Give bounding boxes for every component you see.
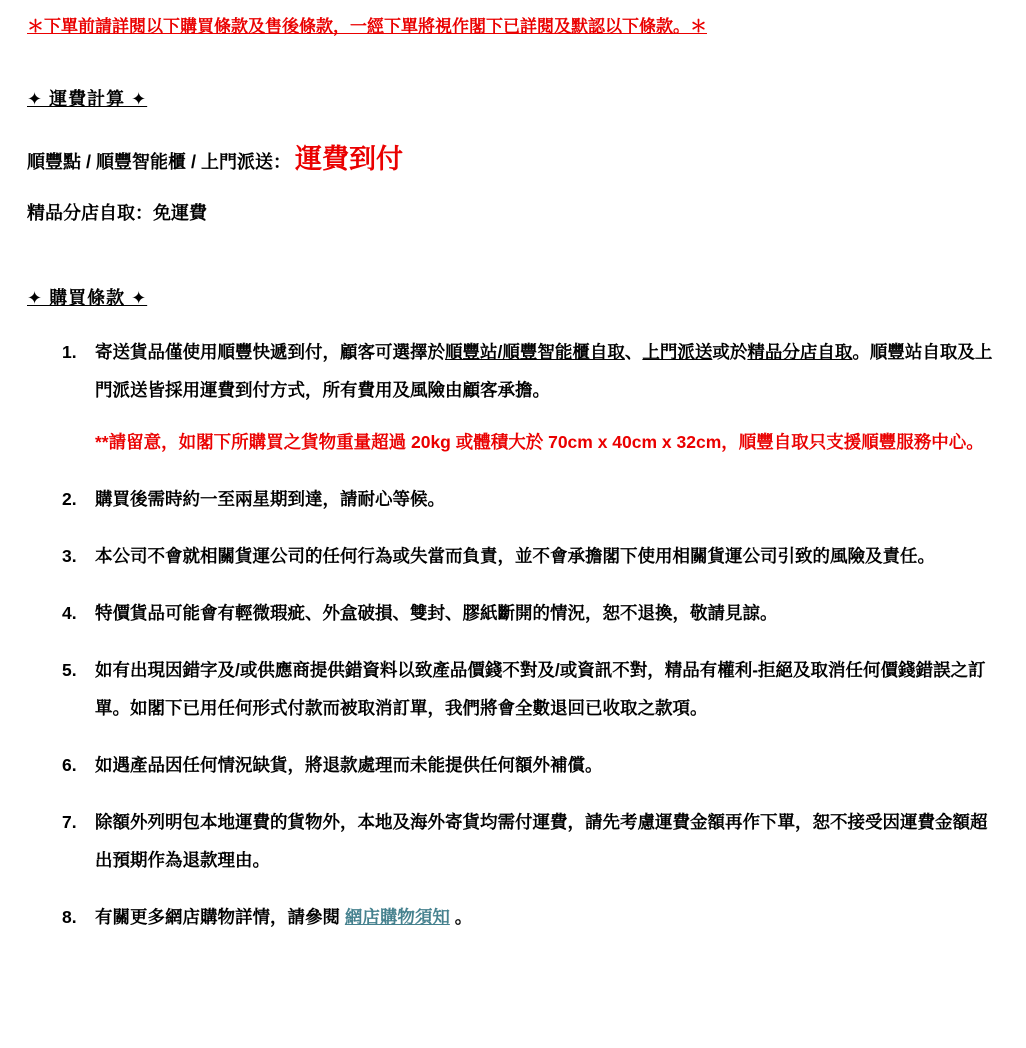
term-text bbox=[95, 594, 999, 632]
term-number: 4. bbox=[62, 603, 77, 623]
term-paragraph: 如遇產品因任何情況缺貨，將退款處理而未能提供任何額外補償。 bbox=[95, 755, 603, 775]
text-segment: 、 bbox=[624, 342, 643, 362]
term-text bbox=[95, 333, 999, 461]
terms-list bbox=[27, 333, 999, 936]
term-item-7 bbox=[62, 803, 999, 879]
term-paragraph: 除額外列明包本地運費的貨物外，本地及海外寄貨均需付運費，請先考慮運費金額再作下單，恕不接受因運費金額超出預期作為退款理由。 bbox=[95, 812, 988, 870]
term-item-8 bbox=[62, 898, 999, 936]
text-segment-underline: 上門派送 bbox=[642, 342, 713, 362]
purchase-terms-heading: ✦ 購買條款 ✦ bbox=[27, 288, 148, 308]
shipping-options-label: 順豐點 / 順豐智能櫃 / 上門派送： bbox=[27, 152, 292, 172]
term-text bbox=[95, 803, 999, 879]
term-text bbox=[95, 651, 999, 727]
term-text bbox=[95, 898, 999, 936]
term-number: 7. bbox=[62, 812, 77, 832]
text-segment: 有關更多網店購物詳情，請參閱 bbox=[95, 907, 345, 927]
term-text bbox=[95, 537, 999, 575]
text-segment-underline: 精品分店自取 bbox=[747, 342, 853, 362]
term-paragraph: 本公司不會就相關貨運公司的任何行為或失當而負責，並不會承擔閣下使用相關貨運公司引致的風險及責任。 bbox=[95, 546, 935, 566]
term-number: 5. bbox=[62, 660, 77, 680]
text-segment: 。順豐站自取及上門派送皆採用運費到付方式，所有費用及風險由顧客承擔。 bbox=[95, 342, 993, 400]
term-number: 1. bbox=[62, 342, 77, 362]
term-paragraph: 購買後需時約一至兩星期到達，請耐心等候。 bbox=[95, 489, 445, 509]
weight-size-warning: **請留意，如閣下所購買之貨物重量超過 20kg 或體積大於 70cm x 40cm x 32cm，順豐自取只支援順豐服務中心。 bbox=[95, 432, 984, 452]
shop-guide-link[interactable]: 網店購物須知 bbox=[344, 907, 450, 927]
text-segment: 。 bbox=[449, 907, 473, 927]
term-paragraph: 如有出現因錯字及/或供應商提供錯資料以致產品價錢不對及/或資訊不對，精品有權利-拒絕及取消任何價錢錯誤之訂單。如閣下已用任何形式付款而被取消訂單，我們將會全數退回已收取之款項。 bbox=[95, 660, 986, 718]
shipping-fee-heading: ✦ 運費計算 ✦ bbox=[27, 89, 148, 109]
shipping-line-sf bbox=[27, 142, 999, 179]
term-item-3 bbox=[62, 537, 999, 575]
term-item-5 bbox=[62, 651, 999, 727]
term-item-2 bbox=[62, 480, 999, 518]
term-item-4 bbox=[62, 594, 999, 632]
term-number: 8. bbox=[62, 907, 77, 927]
text-segment-underline: 順豐站/順豐智能櫃自取 bbox=[445, 342, 625, 362]
order-notice: ＊下單前請詳閱以下購買條款及售後條款，一經下單將視作閣下已詳閱及默認以下條款。＊ bbox=[27, 17, 707, 36]
term-paragraph bbox=[95, 898, 999, 936]
term-number: 2. bbox=[62, 489, 77, 509]
term-number: 6. bbox=[62, 755, 77, 775]
text-segment: 寄送貨品僅使用順豐快遞到付，顧客可選擇於 bbox=[95, 342, 445, 362]
term-text bbox=[95, 746, 999, 784]
term-number: 3. bbox=[62, 546, 77, 566]
freight-collect-value: 運費到付 bbox=[295, 144, 404, 174]
text-segment: 或於 bbox=[712, 342, 748, 362]
term-paragraph bbox=[95, 333, 999, 409]
term-text bbox=[95, 480, 999, 518]
term-item-1 bbox=[62, 333, 999, 461]
term-item-6 bbox=[62, 746, 999, 784]
shipping-line-pickup: 精品分店自取：免運費 bbox=[27, 203, 207, 223]
term-paragraph: 特價貨品可能會有輕微瑕疵、外盒破損、雙封、膠紙斷開的情況，恕不退換，敬請見諒。 bbox=[95, 603, 778, 623]
